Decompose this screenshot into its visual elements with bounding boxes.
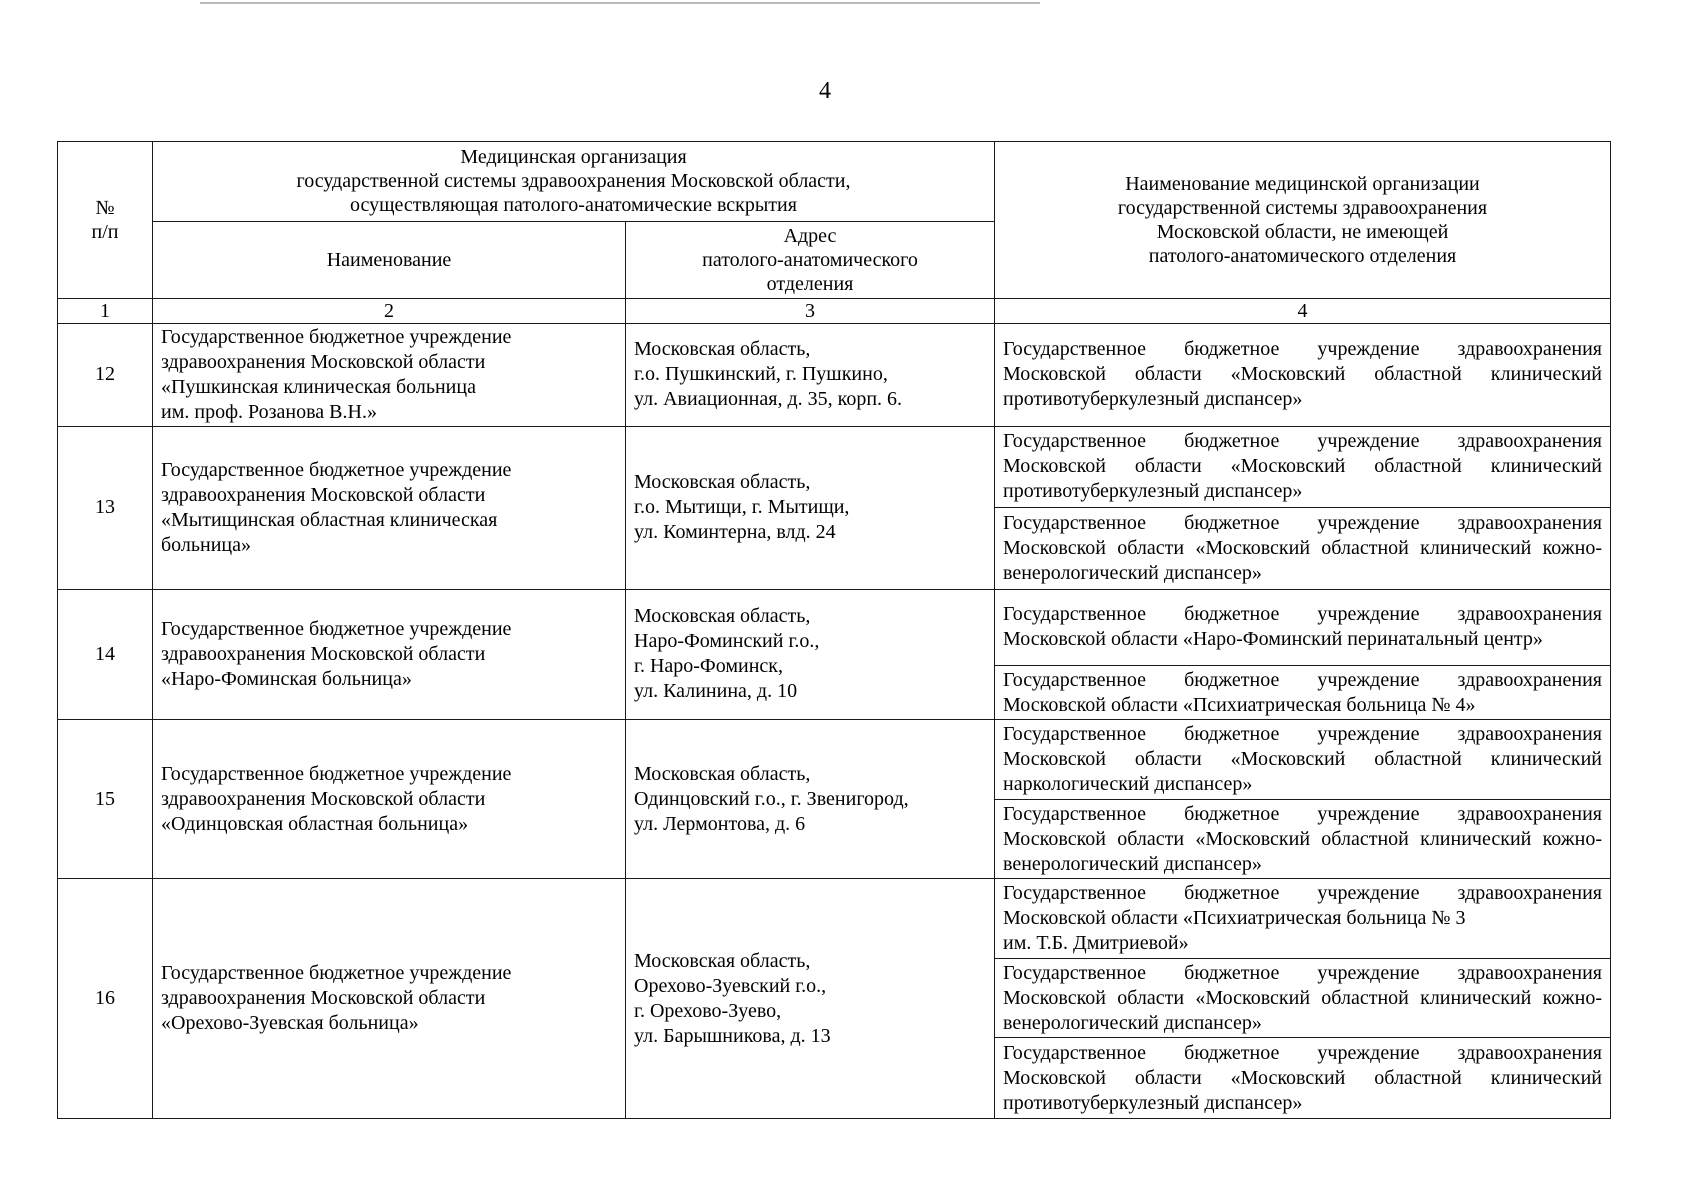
- nonpathology-organization: [995, 799, 1611, 879]
- department-address: [626, 720, 995, 879]
- nonpathology-organization-text: Государственное бюджетное учреждение здравоохранения Московской области «Психиатрическая больница № 4»: [1003, 668, 1602, 716]
- nonpathology-organization-text: Государственное бюджетное учреждение здравоохранения Московской области «Московский областной клинический наркологический диспансер»: [1003, 722, 1602, 795]
- department-address: [626, 426, 995, 589]
- nonpathology-organization: [995, 323, 1611, 426]
- row-number: 13: [58, 426, 153, 589]
- organization-name-text: Государственное бюджетное учреждение здравоохранения Московской области «Мытищинская областная клиническая больница»: [161, 458, 512, 556]
- nonpathology-organization-text: Государственное бюджетное учреждение здравоохранения Московской области «Психиатрическая больница № 3 им. Т.Б. Дмитриевой»: [1003, 882, 1602, 955]
- nonpathology-organization-text: Государственное бюджетное учреждение здравоохранения Московской области «Московский областной клинический противотуберкулезный диспансер»: [1003, 338, 1602, 411]
- nonpathology-organization: [995, 666, 1611, 720]
- row-number: 16: [58, 879, 153, 1119]
- department-address: [626, 323, 995, 426]
- page-number: 4: [819, 78, 831, 104]
- nonpathology-organization: [995, 879, 1611, 959]
- table-row: [58, 323, 1611, 426]
- column-number-row: [58, 299, 1611, 323]
- nonpathology-organization: [995, 720, 1611, 800]
- organization-name-text: Государственное бюджетное учреждение здравоохранения Московской области «Одинцовская областная больница»: [161, 762, 512, 835]
- table-row: [58, 720, 1611, 800]
- organization-name: [153, 323, 626, 426]
- table-row: [58, 879, 1611, 959]
- row-number: 14: [58, 589, 153, 720]
- table-row: [58, 589, 1611, 665]
- nonpathology-organization-text: Государственное бюджетное учреждение здравоохранения Московской области «Наро-Фоминский перинатальный центр»: [1003, 603, 1602, 651]
- organization-name-text: Государственное бюджетное учреждение здравоохранения Московской области «Орехово-Зуевская больница»: [161, 962, 512, 1035]
- header-num: [58, 142, 153, 299]
- header-address-text: Адрес патолого-анатомического отделения: [702, 224, 918, 295]
- pathology-table: [57, 141, 1611, 1119]
- department-address-text: Московская область, Наро-Фоминский г.о., г. Наро-Фоминск, ул. Калинина, д. 10: [634, 605, 820, 703]
- department-address-text: Московская область, Орехово-Зуевский г.о., г. Орехово-Зуево, ул. Барышникова, д. 13: [634, 949, 831, 1047]
- nonpathology-organization: [995, 508, 1611, 590]
- nonpathology-organization: [995, 1038, 1611, 1119]
- organization-name: [153, 589, 626, 720]
- organization-name-text: Государственное бюджетное учреждение здравоохранения Московской области «Пушкинская клиническая больница им. проф. Розанова В.Н.»: [161, 325, 512, 423]
- table-row: [58, 426, 1611, 508]
- header-nonpat: [995, 142, 1611, 299]
- column-number: 1: [58, 299, 153, 323]
- table-body: [58, 142, 1611, 1119]
- header-name: [153, 221, 626, 299]
- scan-artifact-line: [200, 2, 1040, 4]
- column-number: 3: [626, 299, 995, 323]
- organization-name: [153, 720, 626, 879]
- nonpathology-organization-text: Государственное бюджетное учреждение здравоохранения Московской области «Московский областной клинический противотуберкулезный диспансер»: [1003, 430, 1602, 503]
- header-name-text: Наименование: [326, 248, 452, 271]
- row-number: 15: [58, 720, 153, 879]
- nonpathology-organization-text: Государственное бюджетное учреждение здравоохранения Московской области «Московский областной клинический кожно-венерологический диспансер»: [1003, 961, 1602, 1034]
- nonpathology-organization-text: Государственное бюджетное учреждение здравоохранения Московской области «Московский областной клинический кожно-венерологический диспансер»: [1003, 802, 1602, 875]
- organization-name: [153, 426, 626, 589]
- header-nonpat-text: Наименование медицинской организации государственной системы здравоохранения Московской области, не имеющей патолого-анатомического отделения: [1117, 173, 1488, 268]
- department-address-text: Московская область, г.о. Мытищи, г. Мытищи, ул. Коминтерна, влд. 24: [634, 471, 850, 544]
- department-address-text: Московская область, Одинцовский г.о., г. Звенигород, ул. Лермонтова, д. 6: [634, 762, 909, 835]
- organization-name: [153, 879, 626, 1119]
- nonpathology-organization: [995, 958, 1611, 1038]
- header-org-group: [153, 142, 995, 222]
- organization-name-text: Государственное бюджетное учреждение здравоохранения Московской области «Наро-Фоминская больница»: [161, 617, 512, 690]
- header-row-top: [58, 142, 1611, 222]
- nonpathology-organization-text: Государственное бюджетное учреждение здравоохранения Московской области «Московский областной клинический кожно-венерологический диспансер»: [1003, 511, 1602, 584]
- column-number: 2: [153, 299, 626, 323]
- department-address-text: Московская область, г.о. Пушкинский, г. Пушкино, ул. Авиационная, д. 35, корп. 6.: [634, 338, 903, 411]
- department-address: [626, 589, 995, 720]
- nonpathology-organization: [995, 426, 1611, 508]
- header-address: [626, 221, 995, 299]
- nonpathology-organization-text: Государственное бюджетное учреждение здравоохранения Московской области «Московский областной клинический противотуберкулезный диспансер»: [1003, 1041, 1602, 1114]
- header-num-text: № п/п: [91, 197, 119, 244]
- row-number: 12: [58, 323, 153, 426]
- department-address: [626, 879, 995, 1119]
- header-org-group-text: Медицинская организация государственной системы здравоохранения Московской области, осуществляющая патолого-анатомические вскрытия: [296, 146, 851, 217]
- column-number: 4: [995, 299, 1611, 323]
- nonpathology-organization: [995, 589, 1611, 665]
